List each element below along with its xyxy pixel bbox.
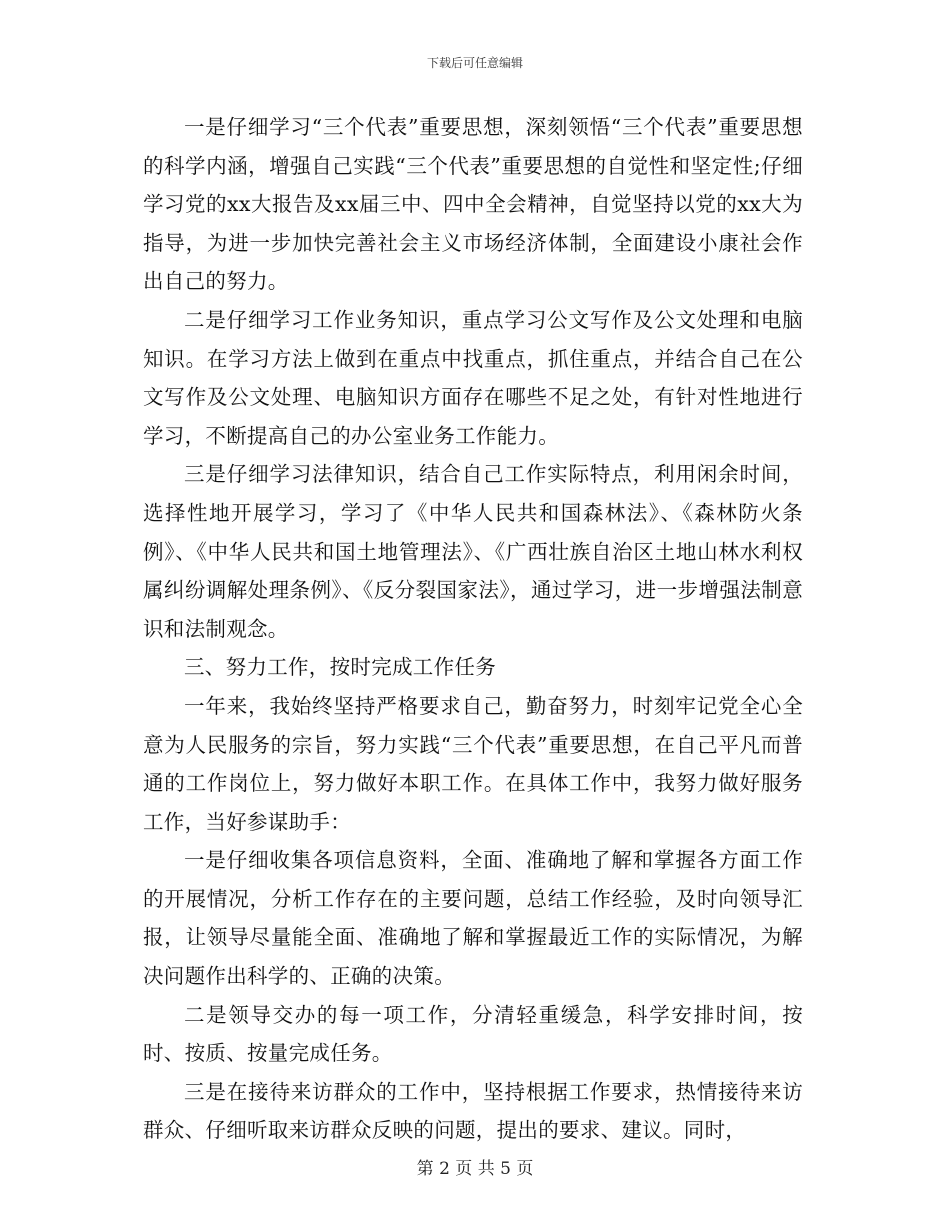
section-heading: 三、努力工作，按时完成工作任务 [184, 655, 496, 680]
page-header-note: 下载后可任意编辑 [426, 56, 523, 70]
paragraph-7: 二是领导交办的每一项工作，分清轻重缓急，科学安排时间，按时、按质、按量完成任务。 [143, 1002, 803, 1066]
paragraph-8: 三是在接待来访群众的工作中，坚持根据工作要求，热情接待来访群众、仔细听取来访群众反映的问题，提出的要求、建议。同时， [143, 1079, 803, 1143]
paragraph-3: 三是仔细学习法律知识，结合自己工作实际特点，利用闲余时间，选择性地开展学习，学习了《中华人民共和国森林法》、《森林防火条例》、《中华人民共和国土地管理法》、《广西壮族自治区土地山林水利权属纠纷调解处理条例》、《反分裂国家法》，通过学习，进一步增强法制意识和法制观念。 [143, 462, 803, 641]
paragraph-6: 一是仔细收集各项信息资料，全面、准确地了解和掌握各方面工作的开展情况，分析工作存在的主要问题，总结工作经验，及时向领导汇报，让领导尽量能全面、准确地了解和掌握最近工作的实际情况，为解决问题作出科学的、正确的决策。 [143, 848, 803, 989]
paragraph-1: 一是仔细学习“三个代表”重要思想，深刻领悟“三个代表”重要思想的科学内涵，增强自己实践“三个代表”重要思想的自觉性和坚定性;仔细学习党的xx大报告及xx届三中、四中全会精神，自觉坚持以党的xx大为指导，为进一步加快完善社会主义市场经济体制，全面建设小康社会作出自己的努力。 [143, 115, 803, 294]
paragraph-2: 二是仔细学习工作业务知识，重点学习公文写作及公文处理和电脑知识。在学习方法上做到在重点中找重点，抓住重点，并结合自己在公文写作及公文处理、电脑知识方面存在哪些不足之处，有针对性地进行学习，不断提高自己的办公室业务工作能力。 [143, 307, 803, 448]
document-body [143, 108, 803, 1150]
paragraph-5: 一年来，我始终坚持严格要求自己，勤奋努力，时刻牢记党全心全意为人民服务的宗旨，努力实践“三个代表”重要思想，在自己平凡而普通的工作岗位上，努力做好本职工作。在具体工作中，我努力做好服务工作，当好参谋助手： [143, 693, 803, 834]
page-number-footer: 第 2 页 共 5 页 [416, 1159, 534, 1179]
